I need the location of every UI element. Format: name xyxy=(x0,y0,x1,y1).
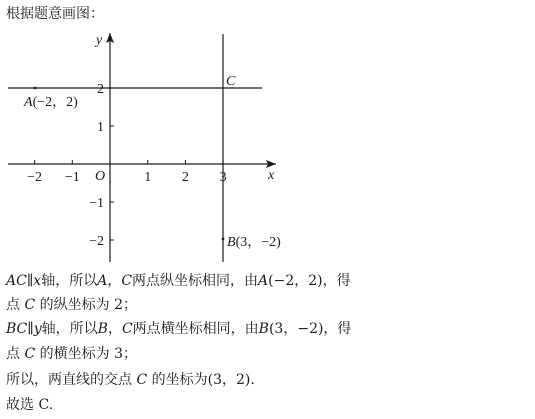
solution-line-5: 所以，两直线的交点 C 的坐标为(3，2). xyxy=(6,372,255,388)
point-b-dot xyxy=(222,238,225,241)
origin-label: O xyxy=(95,169,106,184)
point-b-label: B(3，−2) xyxy=(227,235,281,250)
solution-line-4: 点 C 的横坐标为 3； xyxy=(6,346,137,362)
x-tick-label: −1 xyxy=(64,170,80,185)
x-axis-label: x xyxy=(268,168,275,183)
point-c-label: C xyxy=(226,74,236,89)
x-tick-label: 3 xyxy=(219,170,227,185)
y-axis-label: y xyxy=(96,33,103,48)
y-tick-label: 2 xyxy=(97,82,104,97)
y-tick-label: −1 xyxy=(89,196,104,211)
intro-text: 根据题意画图： xyxy=(6,6,104,22)
x-tick-label: 2 xyxy=(181,170,189,185)
point-a-dot xyxy=(34,87,37,90)
solution-line-3: BC∥y轴，所以B，C两点横坐标相同，由B(3，−2)，得 xyxy=(6,321,352,337)
solution-line-1: AC∥x轴，所以A，C两点纵坐标相同，由A(−2，2)，得 xyxy=(6,273,351,289)
x-tick-label: −2 xyxy=(27,170,43,185)
solution-line-6: 故选 C. xyxy=(6,397,54,413)
y-tick-label: 1 xyxy=(97,120,104,135)
y-tick-label: −2 xyxy=(89,234,104,249)
solution-line-2: 点 C 的纵坐标为 2； xyxy=(6,297,137,313)
point-a-label: A(−2，2) xyxy=(24,95,78,110)
x-tick-label: 1 xyxy=(144,170,152,185)
